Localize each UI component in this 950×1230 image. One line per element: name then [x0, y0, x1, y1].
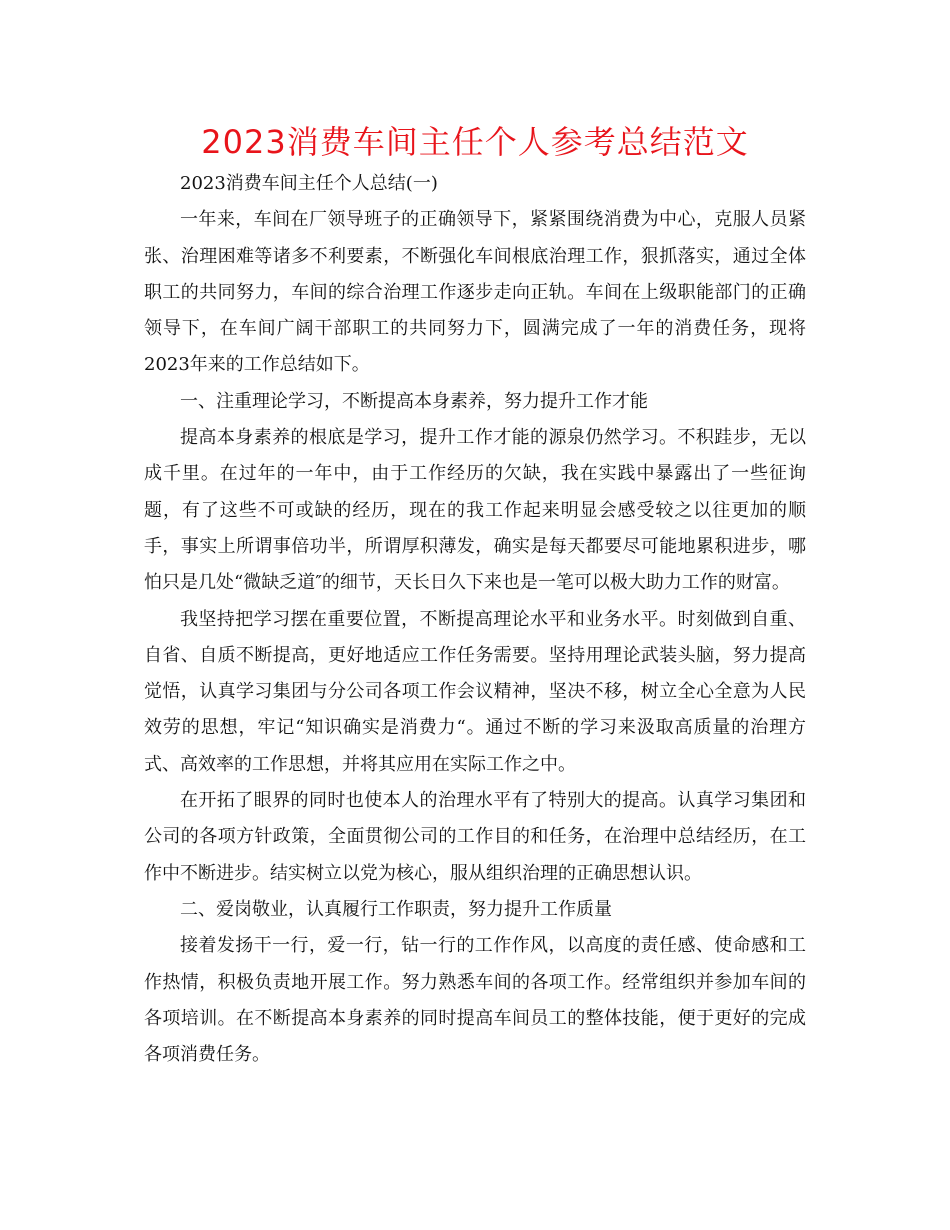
- document-body: [144, 166, 806, 1073]
- paragraph-subtitle: 2023消费车间主任个人总结(一): [180, 173, 438, 194]
- document-title: 2023消费车间主任个人参考总结范文: [201, 123, 749, 161]
- section-heading: 一、注重理论学习，不断提高本身素养，努力提升工作才能: [180, 390, 648, 412]
- paragraph: 接着发扬干一行，爱一行，钻一行的工作作风，以高度的责任感、使命感和工作热情，积极负责地开展工作。努力熟悉车间的各项工作。经常组织并参加车间的各项培训。在不断提高本身素养的同时提高车间员工的整体技能，便于更好的完成各项消费任务。: [144, 935, 806, 1066]
- section-heading: 二、爱岗敬业，认真履行工作职责，努力提升工作质量: [180, 898, 612, 920]
- paragraph: 一年来，车间在厂领导班子的正确领导下，紧紧围绕消费为中心，克服人员紧张、治理困难等诸多不利要素，不断强化车间根底治理工作，狠抓落实，通过全体职工的共同努力，车间的综合治理工作逐步走向正轨。车间在上级职能部门的正确领导下，在车间广阔干部职工的共同努力下，圆满完成了一年的消费任务，现将2023年来的工作总结如下。: [144, 209, 806, 376]
- paragraph: 我坚持把学习摆在重要位置，不断提高理论水平和业务水平。时刻做到自重、自省、自质不断提高，更好地适应工作任务需要。坚持用理论武装头脑，努力提高觉悟，认真学习集团与分公司各项工作会议精神，坚决不移，树立全心全意为人民效劳的思想，牢记“知识确实是消费力“。通过不断的学习来汲取高质量的治理方式、高效率的工作思想，并将其应用在实际工作之中。: [144, 608, 806, 775]
- paragraph: 提高本身素养的根底是学习，提升工作才能的源泉仍然学习。不积跬步，无以成千里。在过年的一年中，由于工作经历的欠缺，我在实践中暴露出了一些征询题，有了这些不可或缺的经历，现在的我工作起来明显会感受较之以往更加的顺手，事实上所谓事倍功半，所谓厚积薄发，确实是每天都要尽可能地累积进步，哪怕只是几处“微缺乏道″的细节，天长日久下来也是一笔可以极大助力工作的财富。: [144, 427, 806, 594]
- paragraph: 在开拓了眼界的同时也使本人的治理水平有了特别大的提高。认真学习集团和公司的各项方针政策，全面贯彻公司的工作目的和任务，在治理中总结经历，在工作中不断进步。结实树立以党为核心，服从组织治理的正确思想认识。: [144, 790, 806, 884]
